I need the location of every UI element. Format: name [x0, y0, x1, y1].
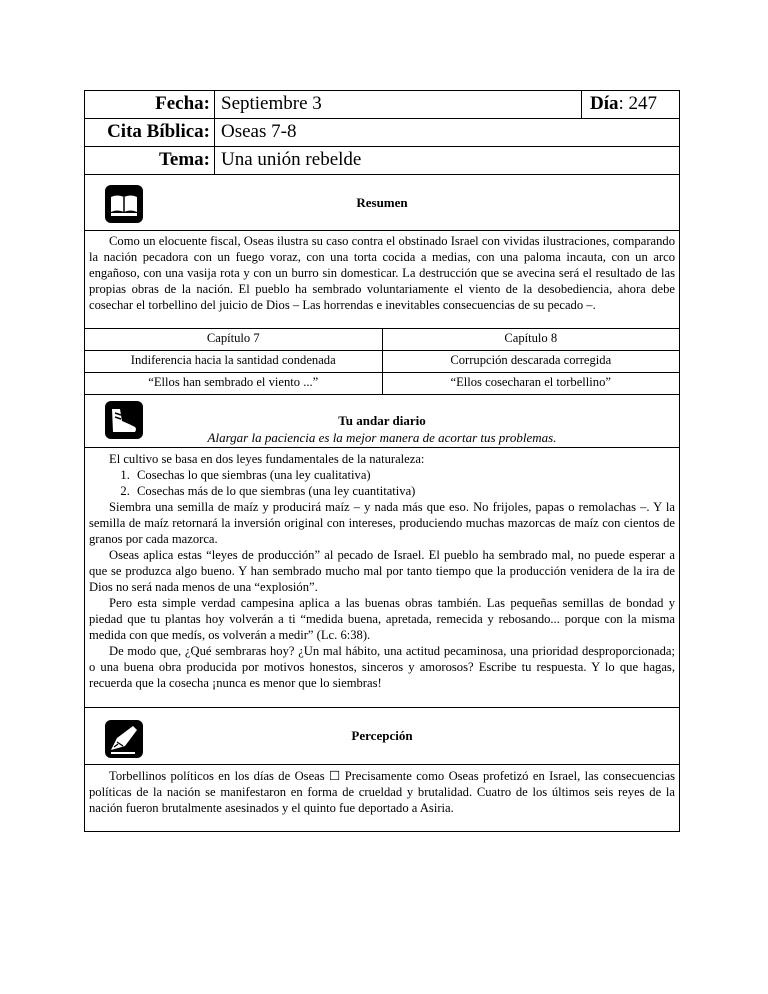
resumen-text: Como un elocuente fiscal, Oseas ilustra su caso contra el obstinado Israel con vividas ilustraciones, comparando la nación pecadora con un fuego voraz, con una torta cocida a medias, con una paloma incauta, con un arco engañoso, con una vasija rota y con un burro sin domesticar. La destrucción que se avecina será el resultado de las propias obras de la nación. El pueblo ha sembrado voluntariamente el viento de la desobediencia, ahora debe cosechar el torbellino del juicio de Dios – Las horrendas e inevitables consecuencias de su pecado –. — [89, 234, 675, 312]
list-item: 2. Cosechas más de lo que siembras (una ley cuantitativa) — [133, 483, 675, 499]
percepcion-title: Percepción — [351, 728, 413, 743]
chapters-header-row — [84, 329, 680, 351]
percepcion-text: Torbellinos políticos en los días de Oseas ☐ Precisamente como Oseas profetizó en Israel, las consecuencias políticas de la nación se manifestaron en forma de crueldad y brutalidad. Cuatro de los últimos seis reyes de la nación fueron brutalmente asesinados y el quinto fue deportado a Asiria. — [89, 769, 675, 815]
fecha-label: Fecha: — [85, 91, 215, 118]
cita-label: Cita Bíblica: — [85, 119, 215, 146]
resumen-header — [84, 175, 680, 231]
percepcion-header — [84, 708, 680, 765]
fecha-row — [84, 90, 680, 119]
chapter-7-header: Capítulo 7 — [206, 331, 260, 345]
andar-intro: El cultivo se basa en dos leyes fundamentales de la naturaleza: — [109, 452, 425, 466]
fecha-value: Septiembre 3 — [221, 93, 322, 114]
chapters-theme-row — [84, 351, 680, 373]
andar-list — [89, 467, 675, 499]
andar-paragraph-4: De modo que, ¿Qué sembraras hoy? ¿Un mal hábito, una actitud pecaminosa, una prioridad desproporcionada; o una buena obra producida por motivos honestos, sinceros y amorosos? Escribe tu respuesta. Y lo que hagas, recuerda que la cosecha ¡nunca es menor que lo siembras! — [89, 644, 675, 690]
andar-header — [84, 395, 680, 448]
percepcion-body — [84, 765, 680, 832]
andar-title: Tu andar diario — [338, 413, 426, 428]
andar-paragraph-1: Siembra una semilla de maíz y producirá maíz – y nada más que eso. No frijoles, papas o remolachas –. Y la semilla de maíz retornará la inversión original con intereses, produciendo muchas mazorcas de maíz con cientos de granos por cada mazorca. — [89, 500, 675, 546]
resumen-body — [84, 231, 680, 329]
devotional-page — [84, 90, 680, 832]
cita-row — [84, 119, 680, 147]
chapter-7-quote: “Ellos han sembrado el viento ...” — [148, 375, 319, 389]
chapters-quote-row — [84, 373, 680, 395]
dia-cell — [581, 91, 679, 118]
andar-body — [84, 448, 680, 708]
chapter-8-header: Capítulo 8 — [382, 329, 680, 350]
dia-value: : 247 — [618, 93, 658, 114]
andar-subtitle: Alargar la paciencia es la mejor manera de acortar tus problemas. — [207, 430, 557, 445]
chapter-8-theme: Corrupción descarada corregida — [382, 351, 680, 372]
tema-row — [84, 147, 680, 175]
tema-value: Una unión rebelde — [221, 149, 362, 170]
chapter-8-quote: “Ellos cosecharan el torbellino” — [382, 373, 680, 394]
andar-paragraph-2: Oseas aplica estas “leyes de producción” al pecado de Israel. El pueblo ha sembrado mal, no puede esperar a que se produzca algo bueno. Y han sembrado mucho mal por tanto tiempo que la producción venidera de la ira de Dios no será nada menos de una “explosión”. — [89, 548, 675, 594]
resumen-title: Resumen — [356, 195, 408, 210]
dia-label: Día — [590, 93, 619, 114]
chapter-7-theme: Indiferencia hacia la santidad condenada — [130, 353, 336, 367]
list-item: 1. Cosechas lo que siembras (una ley cualitativa) — [133, 467, 675, 483]
tema-label: Tema: — [85, 147, 215, 174]
cita-value: Oseas 7-8 — [221, 121, 297, 142]
andar-paragraph-3: Pero esta simple verdad campesina aplica a las buenas obras también. Las pequeñas semillas de bondad y piedad que tu plantas hoy volverán a ti “medida buena, apretada, remecida y rebosando... porque con la misma medida con que medís, os volverán a medir” (Lc. 6:38). — [89, 596, 675, 642]
